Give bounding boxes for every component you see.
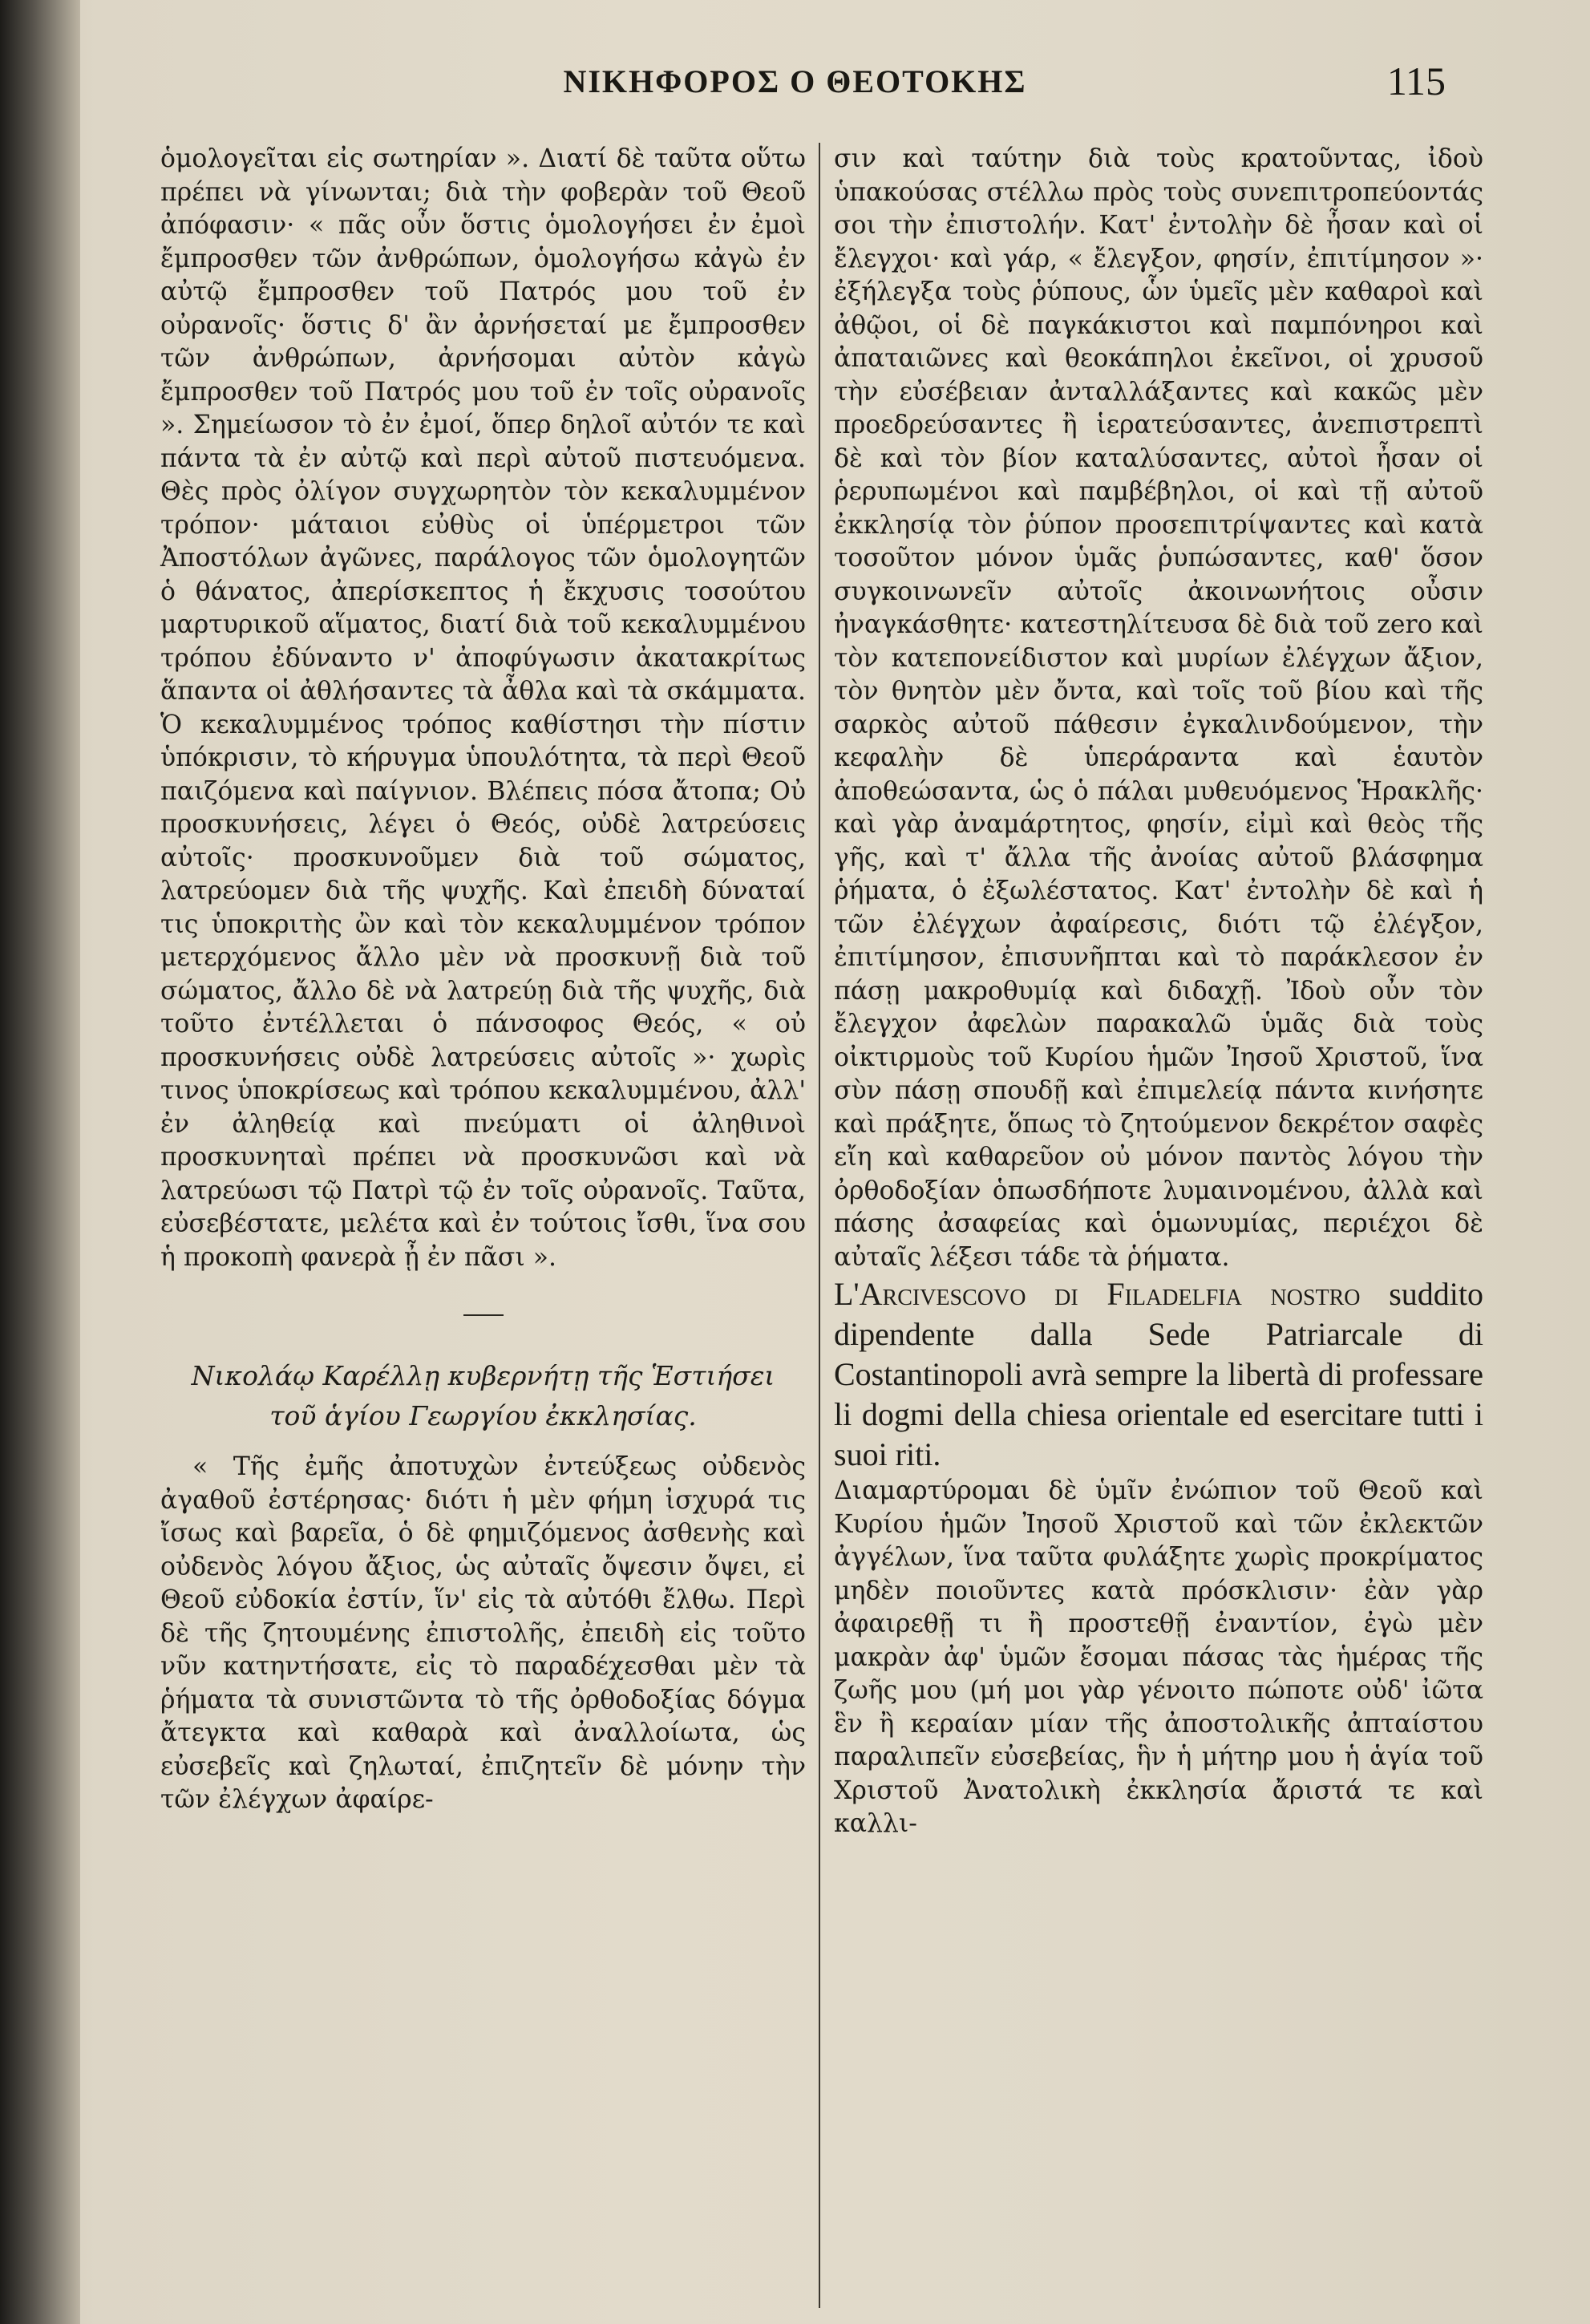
italian-quotation-rest: suddito dipendente dalla Sede Patriarcale di Costantinopoli avrà sempre la libertà di professare li dogmi della chiesa orientale ed esercitare tutti i suoi riti.	[834, 1276, 1483, 1472]
page-header	[0, 58, 1590, 114]
letter-heading: Νικολάῳ Καρέλλῃ κυβερνήτῃ τῆς Ἑστιήσει τοῦ ἁγίου Γεωργίου ἐκκλησίας.	[191, 1360, 775, 1431]
left-column	[160, 143, 806, 1817]
page-number: 115	[1386, 59, 1446, 103]
column-divider	[819, 143, 820, 2308]
italian-quotation	[834, 1274, 1483, 1475]
right-paragraph-2: Διαμαρτύρομαι δὲ ὑμῖν ἐνώπιον τοῦ Θεοῦ καὶ Κυρίου ἡμῶν Ἰησοῦ Χριστοῦ καὶ τῶν ἐκλεκτῶν ἀγγέλων, ἵνα ταῦτα φυλάξητε χωρὶς προκρίματος μηδὲν ποιοῦντες κατὰ πρόσκλισιν· ἐὰν γὰρ ἀφαιρεθῇ τι ἢ προστεθῇ ἐναντίον, ἐγὼ μὲν μακρὰν ἀφ' ὑμῶν ἔσομαι πάσας τὰς ἡμέρας τῆς ζωῆς μου (μή μοι γὰρ γένοιτο πώποτε οὐδ' ἰῶτα ἓν ἢ κεραίαν μίαν τῆς ἀποστολικῆς ἀπταίστου παραλιπεῖν εὐσεβείας, ἣν ἡ μήτηρ μου ἡ ἁγία τοῦ Χριστοῦ Ἀνατολικὴ ἐκκλησία ἄριστά τε καὶ καλλι-	[834, 1476, 1483, 1838]
section-separator	[463, 1314, 504, 1316]
book-gutter-shadow	[0, 0, 80, 2324]
left-paragraph-1: ὁμολογεῖται εἰς σωτηρίαν ». Διατί δὲ ταῦτα οὕτω πρέπει νὰ γίνωνται; διὰ τὴν φοβερὰν τοῦ Θεοῦ ἀπόφασιν· « πᾶς οὖν ὅστις ὁμολογήσει ἐν ἐμοὶ ἔμπροσθεν τῶν ἀνθρώπων, ὁμολογήσω κἀγὼ ἐν αὐτῷ ἔμπροσθεν τοῦ Πατρός μου τοῦ ἐν οὐρανοῖς· ὅστις δ' ἂν ἀρνήσεταί με ἔμπροσθεν τῶν ἀνθρώπων, ἀρνήσομαι αὐτὸν κἀγὼ ἔμπροσθεν τοῦ Πατρός μου τοῦ ἐν τοῖς οὐρανοῖς ». Σημείωσον τὸ ἐν ἐμοί, ὅπερ δηλοῖ αὐτόν τε καὶ πάντα τὰ ἐν αὐτῷ καὶ περὶ αὐτοῦ πιστευόμενα. Θὲς πρὸς ὀλίγον συγχωρητὸν τὸν κεκαλυμμένον τρόπον· μάταιοι εὐθὺς οἱ ὑπέρμετροι τῶν Ἀποστόλων ἀγῶνες, παράλογος τῶν ὁμολογητῶν ὁ θάνατος, ἀπερίσκεπτος ἡ ἔκχυσις τοσούτου μαρτυρικοῦ αἵματος, διατί διὰ τοῦ κεκαλυμμένου τρόπου ἐδύναντο ν' ἀποφύγωσιν ἀκατακρίτως ἅπαντα οἱ ἀθλήσαντες τὰ ἆθλα καὶ τὰ σκάμματα. Ὁ κεκαλυμμένος τρόπος καθίστησι τὴν πίστιν ὑπόκρισιν, τὸ κήρυγμα ὑπουλότητα, τὰ περὶ Θεοῦ παιζόμενα καὶ παίγνιον. Βλέπεις πόσα ἄτοπα; Οὐ προσκυνήσεις, λέγει ὁ Θεός, οὐδὲ λατρεύσεις αὐτοῖς· προσκυνοῦμεν διὰ τοῦ σώματος, λατρεύομεν διὰ τῆς ψυχῆς. Καὶ ἐπειδὴ δύναταί τις ὑποκριτὴς ὢν καὶ τὸν κεκαλυμμένον τρόπον μετερχόμενος ἄλλο μὲν νὰ προσκυνῇ διὰ τοῦ σώματος, ἄλλο δὲ νὰ λατρεύῃ διὰ τῆς ψυχῆς, διὰ τοῦτο ἐντέλλεται ὁ πάνσοφος Θεός, « οὐ προσκυνήσεις οὐδὲ λατρεύσεις αὐτοῖς »· χωρὶς τινος ὑποκρίσεως καὶ τρόπου κεκαλυμμένου, ἀλλ' ἐν ἀληθείᾳ καὶ πνεύματι οἱ ἀληθινοὶ προσκυνηταὶ πρέπει νὰ προσκυνῶσι καὶ νὰ λατρεύωσι τῷ Πατρὶ τῷ ἐν τοῖς οὐρανοῖς. Ταῦτα, εὐσεβέστατε, μελέτα καὶ ἐν τούτοις ἴσθι, ἵνα σου ἡ προκοπὴ φανερὰ ᾖ ἐν πᾶσι ».	[160, 144, 806, 1272]
running-title: ΝΙΚΗΦΟΡΟΣ Ο ΘΕΟΤΟΚΗΣ	[563, 63, 1027, 99]
left-paragraph-2: « Τῆς ἐμῆς ἀποτυχὼν ἐντεύξεως οὐδενὸς ἀγαθοῦ ἐστέρησας· διότι ἡ μὲν φήμη ἰσχυρά τις ἴσως καὶ βαρεῖα, ὁ δὲ φημιζόμενος ἀσθενὴς καὶ οὐδενὸς λόγου ἄξιος, ὡς αὐταῖς ὄψεσιν ὄψει, εἰ Θεοῦ εὐδοκία ἐστίν, ἵν' εἰς τὰ αὐτόθι ἔλθω. Περὶ δὲ τῆς ζητουμένης ἐπιστολῆς, ἐπειδὴ εἰς τοῦτο νῦν κατηντήσατε, εἰς τὸ παραδέχεσθαι μὲν τὰ ῥήματα τὰ συνιστῶντα τὸ τῆς ὀρθοδοξίας δόγμα ἄτεγκτα καὶ καθαρὰ καὶ ἀναλλοίωτα, ὡς εὐσεβεῖς καὶ ζηλωταί, ἐπιζητεῖν δὲ μόνην τὴν τῶν ἐλέγχων ἀφαίρε-	[160, 1452, 806, 1814]
right-column	[834, 143, 1483, 1841]
right-paragraph-1: σιν καὶ ταύτην διὰ τοὺς κρατοῦντας, ἰδοὺ ὑπακούσας στέλλω πρὸς τοὺς συνεπιτροπεύοντάς σοι τὴν ἐπιστολήν. Κατ' ἐντολὴν δὲ ἦσαν καὶ οἱ ἔλεγχοι· καὶ γάρ, « ἔλεγξον, φησίν, ἐπιτίμησον »· ἐξήλεγξα τοὺς ῥύπους, ὧν ὑμεῖς μὲν καθαροὶ καὶ ἀθῷοι, οἱ δὲ παγκάκιστοι καὶ παμπόνηροι καὶ ἀπαταιῶνες καὶ θεοκάπηλοι ἐκεῖνοι, οἱ χρυσοῦ τὴν εὐσέβειαν ἀνταλλάξαντες καὶ κακῶς μὲν προεδρεύσαντες ἢ ἱερατεύσαντες, ἀνεπιστρεπτὶ δὲ καὶ τὸν βίον καταλύσαντες, αὐτοὶ ἦσαν οἱ ῥερυπωμένοι καὶ παμβέβηλοι, οἱ καὶ τῇ αὐτοῦ ἐκκλησίᾳ τὸν ῥύπον προσεπιτρίψαντες καὶ κατὰ τοσοῦτον μόνον ὑμᾶς ῥυπώσαντες, καθ' ὅσον συγκοινωνεῖν αὐτοῖς ἀκοινωνήτοις οὖσιν ἠναγκάσθητε· κατεστηλίτευσα δὲ διὰ τοῦ zero καὶ τὸν κατεπονείδιστον καὶ μυρίων ἐλέγχων ἄξιον, τὸν θνητὸν μὲν ὄντα, καὶ τοῖς τοῦ βίου καὶ τῆς σαρκὸς αὐτοῦ πάθεσιν ἐγκαλινδούμενον, τὴν κεφαλὴν δὲ ὑπεράραντα καὶ ἑαυτὸν ἀποθεώσαντα, ὡς ὁ πάλαι μυθευόμενος Ἡρακλῆς· καὶ γὰρ ἀναμάρτητος, φησίν, εἰμὶ καὶ θεὸς τῆς γῆς, καὶ τ' ἄλλα τῆς ἀνοίας αὐτοῦ βλάσφημα ῥήματα, ὁ ἐξωλέστατος. Κατ' ἐντολὴν δὲ καὶ ἡ τῶν ἐλέγχων ἀφαίρεσις, διότι τῷ ἐλέγξον, ἐπιτίμησον, ἐπισυνῆπται καὶ τὸ παράκλεσον ἐν πάσῃ μακροθυμίᾳ καὶ διδαχῇ. Ἰδοὺ οὖν τὸν ἔλεγχον ἀφελὼν παρακαλῶ ὑμᾶς διὰ τοὺς οἰκτιρμοὺς τοῦ Κυρίου ἡμῶν Ἰησοῦ Χριστοῦ, ἵνα σὺν πάσῃ σπουδῇ καὶ ἐπιμελείᾳ πάντα κινήσητε καὶ πράξητε, ὅπως τὸ ζητούμενον δεκρέτον σαφὲς εἴη καὶ καθαρεῦον οὐ μόνον παντὸς λόγου τὴν ὀρθοδοξίαν ὁπωσδήποτε λυμαινομένου, ἀλλὰ καὶ πάσης ἀσαφείας καὶ ὁμωνυμίας, περιέχοι δὲ αὐταῖς λέξεσι τάδε τὰ ῥήματα.	[834, 144, 1483, 1272]
italian-quotation-smallcaps: L'Arcivescovo di Filadelfia nostro	[834, 1276, 1361, 1312]
